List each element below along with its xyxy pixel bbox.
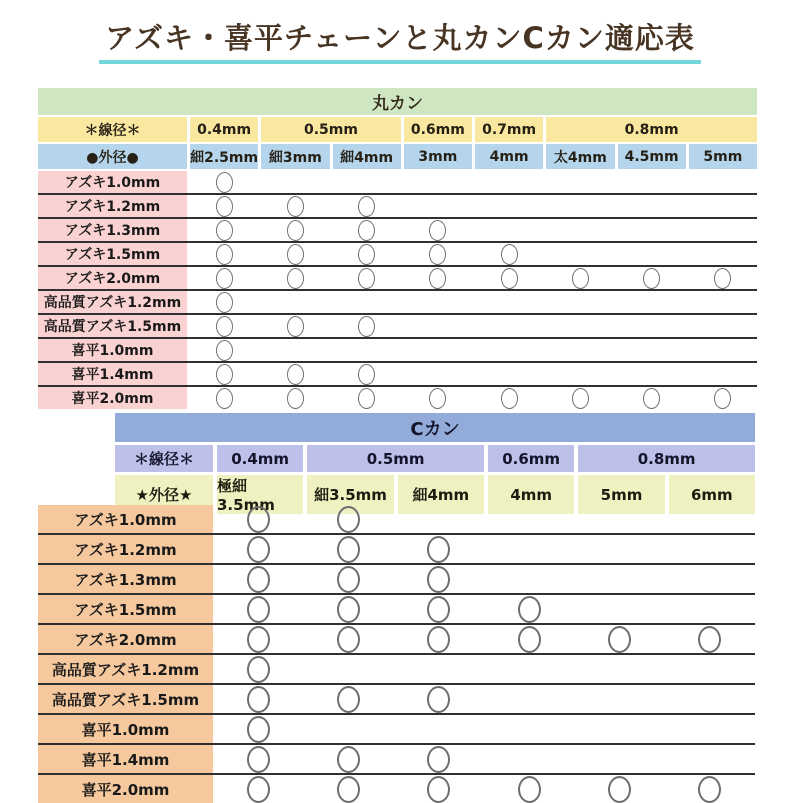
chain-type-label: アズキ2.0mm [38, 267, 187, 289]
compatibility-cell [303, 565, 393, 593]
compatibility-cell [404, 267, 472, 289]
ckan-wire-diameter-row [115, 445, 755, 472]
table-row [38, 593, 755, 623]
outer-size-cell: 4mm [475, 144, 543, 169]
outer-size-cell: 細4mm [398, 475, 484, 514]
marukan-table [38, 88, 757, 409]
compat-circle-mark [358, 268, 375, 289]
wire-diameter-label: ＊線径＊ [38, 117, 187, 142]
compatibility-cell [190, 195, 258, 217]
compat-circle-mark [247, 686, 270, 713]
compatibility-cell [574, 505, 664, 533]
compat-circle-mark [216, 340, 233, 361]
compatibility-cell [484, 655, 574, 683]
compatibility-cell [404, 171, 472, 193]
chain-type-label: 喜平1.4mm [38, 363, 187, 385]
compatibility-cell [618, 243, 686, 265]
table-row [38, 505, 755, 533]
compatibility-cell [665, 745, 755, 773]
chain-type-label: 高品質アズキ1.2mm [38, 291, 187, 313]
compatibility-cell [213, 655, 303, 683]
compatibility-cell [190, 387, 258, 409]
compat-circle-mark [358, 364, 375, 385]
compatibility-cell [213, 625, 303, 653]
compatibility-cell [213, 745, 303, 773]
compatibility-cell [213, 565, 303, 593]
compatibility-cell [303, 655, 393, 683]
compatibility-cell [303, 685, 393, 713]
compatibility-cell [689, 267, 757, 289]
compatibility-cell [574, 595, 664, 623]
compatibility-cell [618, 387, 686, 409]
outer-size-cell: 細3mm [261, 144, 329, 169]
compatibility-cell [665, 685, 755, 713]
compatibility-cell [333, 171, 401, 193]
compat-circle-mark [427, 746, 450, 773]
outer-diameter-label: ●外径● [38, 144, 187, 169]
compat-circle-mark [501, 268, 518, 289]
table-row [38, 337, 757, 361]
compatibility-cell [404, 339, 472, 361]
compatibility-cell [665, 535, 755, 563]
wire-size-cell: 0.4mm [190, 117, 258, 142]
compat-circle-mark [608, 776, 631, 803]
compat-circle-mark [608, 626, 631, 653]
compatibility-cell [404, 291, 472, 313]
compatibility-cell [546, 195, 614, 217]
compat-circle-mark [337, 506, 360, 533]
table-row [38, 743, 755, 773]
wire-size-cell: 0.6mm [488, 445, 574, 472]
compat-circle-mark [247, 506, 270, 533]
ckan-table [38, 413, 755, 803]
compat-circle-mark [247, 776, 270, 803]
compat-circle-mark [337, 776, 360, 803]
ckan-table-header: Cカン [115, 413, 755, 442]
compat-circle-mark [429, 268, 446, 289]
compatibility-cell [665, 595, 755, 623]
chain-type-label: 喜平2.0mm [38, 775, 213, 803]
compat-circle-mark [337, 686, 360, 713]
compat-circle-mark [247, 746, 270, 773]
compat-circle-mark [247, 716, 270, 743]
compatibility-cell [303, 775, 393, 803]
outer-size-cell: 5mm [689, 144, 757, 169]
compatibility-cell [333, 363, 401, 385]
compatibility-cell [475, 219, 543, 241]
marukan-wire-diameter-row [38, 117, 757, 142]
compat-circle-mark [216, 268, 233, 289]
compatibility-cell [475, 387, 543, 409]
compatibility-cell [484, 565, 574, 593]
compatibility-cell [261, 291, 329, 313]
compatibility-cell [546, 171, 614, 193]
compatibility-cell [689, 171, 757, 193]
chain-type-label: アズキ1.2mm [38, 535, 213, 563]
compatibility-cell [484, 685, 574, 713]
compatibility-cell [665, 505, 755, 533]
table-row [38, 713, 755, 743]
compatibility-cell [618, 171, 686, 193]
compatibility-cell [394, 685, 484, 713]
compatibility-cell [484, 775, 574, 803]
compatibility-cell [261, 195, 329, 217]
compatibility-cell [475, 243, 543, 265]
compat-circle-mark [287, 268, 304, 289]
compatibility-cell [333, 267, 401, 289]
table-row [38, 563, 755, 593]
compatibility-cell [213, 505, 303, 533]
compatibility-cell [665, 625, 755, 653]
compat-circle-mark [337, 566, 360, 593]
compat-circle-mark [358, 244, 375, 265]
table-row [38, 171, 757, 193]
compatibility-cell [618, 267, 686, 289]
compatibility-cell [689, 195, 757, 217]
compat-circle-mark [358, 196, 375, 217]
compatibility-cell [213, 685, 303, 713]
compat-circle-mark [427, 686, 450, 713]
compatibility-cell [333, 315, 401, 337]
outer-size-cell: 5mm [578, 475, 664, 514]
marukan-outer-diameter-row [38, 144, 757, 169]
compat-circle-mark [358, 316, 375, 337]
compatibility-cell [689, 387, 757, 409]
compatibility-cell [404, 243, 472, 265]
compat-circle-mark [572, 388, 589, 409]
chain-type-label: 喜平2.0mm [38, 387, 187, 409]
compatibility-cell [475, 291, 543, 313]
compat-circle-mark [714, 388, 731, 409]
wire-size-cell: 0.5mm [261, 117, 401, 142]
marukan-rows [38, 171, 757, 409]
compat-circle-mark [216, 292, 233, 313]
compatibility-cell [546, 315, 614, 337]
compat-circle-mark [429, 220, 446, 241]
compat-circle-mark [216, 220, 233, 241]
compatibility-cell [665, 775, 755, 803]
compatibility-cell [546, 387, 614, 409]
table-row [38, 533, 755, 563]
chain-type-label: アズキ2.0mm [38, 625, 213, 653]
compatibility-cell [261, 363, 329, 385]
compatibility-cell [484, 505, 574, 533]
compat-circle-mark [216, 388, 233, 409]
chain-type-label: アズキ1.5mm [38, 595, 213, 623]
compatibility-cell [475, 171, 543, 193]
table-row [38, 217, 757, 241]
compatibility-cell [546, 219, 614, 241]
compatibility-cell [618, 291, 686, 313]
compatibility-cell [394, 505, 484, 533]
compatibility-cell [213, 715, 303, 743]
compatibility-cell [394, 745, 484, 773]
wire-size-cell: 0.5mm [307, 445, 484, 472]
chain-type-label: 高品質アズキ1.2mm [38, 655, 213, 683]
compatibility-cell [574, 685, 664, 713]
compat-circle-mark [287, 364, 304, 385]
compatibility-cell [404, 219, 472, 241]
ckan-outer-diameter-row [115, 475, 755, 514]
compatibility-cell [484, 745, 574, 773]
compatibility-cell [303, 715, 393, 743]
compatibility-cell [546, 363, 614, 385]
wire-size-cell: 0.6mm [404, 117, 472, 142]
compat-circle-mark [216, 244, 233, 265]
chain-type-label: 高品質アズキ1.5mm [38, 315, 187, 337]
outer-size-cell: 4.5mm [618, 144, 686, 169]
table-row [38, 265, 757, 289]
compatibility-cell [190, 315, 258, 337]
compatibility-cell [190, 339, 258, 361]
compat-circle-mark [287, 220, 304, 241]
compatibility-cell [689, 219, 757, 241]
compat-circle-mark [216, 316, 233, 337]
outer-size-cell: 3mm [404, 144, 472, 169]
compatibility-cell [303, 535, 393, 563]
compat-circle-mark [358, 220, 375, 241]
compat-circle-mark [358, 388, 375, 409]
compatibility-cell [303, 505, 393, 533]
compat-circle-mark [518, 626, 541, 653]
compat-circle-mark [698, 776, 721, 803]
compatibility-cell [394, 565, 484, 593]
compatibility-cell [618, 219, 686, 241]
compat-circle-mark [337, 626, 360, 653]
table-row [38, 241, 757, 265]
compat-circle-mark [216, 196, 233, 217]
wire-size-cell: 0.7mm [475, 117, 543, 142]
compatibility-cell [333, 291, 401, 313]
compatibility-cell [574, 535, 664, 563]
compatibility-cell [689, 291, 757, 313]
compatibility-cell [618, 195, 686, 217]
compatibility-cell [404, 363, 472, 385]
compatibility-cell [689, 315, 757, 337]
chain-type-label: アズキ1.5mm [38, 243, 187, 265]
compat-circle-mark [337, 536, 360, 563]
ckan-rows [38, 505, 755, 803]
compatibility-cell [394, 595, 484, 623]
chain-type-label: 高品質アズキ1.5mm [38, 685, 213, 713]
compatibility-cell [333, 243, 401, 265]
wire-size-cell: 0.8mm [546, 117, 757, 142]
compatibility-cell [261, 243, 329, 265]
compatibility-cell [394, 775, 484, 803]
table-row [38, 361, 757, 385]
compatibility-cell [665, 715, 755, 743]
compat-circle-mark [427, 566, 450, 593]
compatibility-cell [574, 745, 664, 773]
compatibility-cell [689, 243, 757, 265]
compatibility-cell [689, 363, 757, 385]
compat-circle-mark [427, 776, 450, 803]
compatibility-cell [190, 291, 258, 313]
compat-circle-mark [216, 172, 233, 193]
compatibility-cell [574, 655, 664, 683]
chain-type-label: アズキ1.0mm [38, 505, 213, 533]
wire-size-cell: 0.8mm [578, 445, 755, 472]
compatibility-cell [546, 243, 614, 265]
compatibility-cell [574, 565, 664, 593]
compatibility-cell [261, 267, 329, 289]
compatibility-cell [261, 171, 329, 193]
compat-circle-mark [429, 388, 446, 409]
compat-circle-mark [247, 596, 270, 623]
compatibility-cell [404, 315, 472, 337]
compatibility-cell [394, 625, 484, 653]
compatibility-cell [574, 775, 664, 803]
compatibility-cell [261, 339, 329, 361]
compat-circle-mark [518, 776, 541, 803]
compat-circle-mark [572, 268, 589, 289]
compatibility-cell [618, 339, 686, 361]
compatibility-cell [333, 339, 401, 361]
compat-circle-mark [698, 626, 721, 653]
compatibility-cell [213, 595, 303, 623]
compatibility-cell [261, 387, 329, 409]
compatibility-cell [261, 219, 329, 241]
compat-circle-mark [643, 388, 660, 409]
outer-size-cell: 6mm [669, 475, 755, 514]
chain-type-label: アズキ1.3mm [38, 565, 213, 593]
chain-type-label: 喜平1.0mm [38, 715, 213, 743]
compatibility-cell [546, 339, 614, 361]
table-row [38, 653, 755, 683]
title-area [0, 0, 800, 64]
compatibility-cell [213, 775, 303, 803]
compatibility-cell [475, 267, 543, 289]
compatibility-cell [394, 715, 484, 743]
table-row [38, 623, 755, 653]
wire-size-cell: 0.4mm [217, 445, 303, 472]
wire-diameter-label: ＊線径＊ [115, 445, 213, 472]
compat-circle-mark [429, 244, 446, 265]
compat-circle-mark [247, 566, 270, 593]
compat-circle-mark [216, 364, 233, 385]
compatibility-cell [475, 363, 543, 385]
compatibility-cell [475, 339, 543, 361]
compatibility-cell [261, 315, 329, 337]
compat-circle-mark [427, 596, 450, 623]
table-row [38, 193, 757, 217]
compatibility-cell [484, 625, 574, 653]
outer-size-cell: 細2.5mm [190, 144, 258, 169]
compatibility-cell [394, 655, 484, 683]
compatibility-cell [333, 219, 401, 241]
compatibility-cell [190, 171, 258, 193]
compatibility-cell [404, 387, 472, 409]
compatibility-cell [484, 595, 574, 623]
compat-circle-mark [643, 268, 660, 289]
marukan-table-header: 丸カン [38, 88, 757, 115]
outer-size-cell: 4mm [488, 475, 574, 514]
compatibility-cell [190, 219, 258, 241]
compat-circle-mark [247, 626, 270, 653]
outer-size-cell: 太4mm [546, 144, 614, 169]
compatibility-cell [546, 267, 614, 289]
compat-circle-mark [518, 596, 541, 623]
compatibility-cell [190, 363, 258, 385]
compatibility-cell [665, 655, 755, 683]
compatibility-cell [190, 267, 258, 289]
compatibility-cell [546, 291, 614, 313]
compat-circle-mark [501, 244, 518, 265]
compatibility-cell [333, 195, 401, 217]
compat-circle-mark [247, 656, 270, 683]
outer-size-cell: 極細3.5mm [217, 475, 303, 514]
compat-circle-mark [427, 536, 450, 563]
chain-type-label: 喜平1.4mm [38, 745, 213, 773]
compat-circle-mark [287, 196, 304, 217]
compatibility-cell [618, 363, 686, 385]
chain-type-label: アズキ1.0mm [38, 171, 187, 193]
table-row [38, 385, 757, 409]
compatibility-cell [394, 535, 484, 563]
compat-circle-mark [337, 746, 360, 773]
compatibility-cell [689, 339, 757, 361]
compatibility-cell [665, 565, 755, 593]
table-row [38, 683, 755, 713]
outer-size-cell: 細3.5mm [307, 475, 393, 514]
page-title: アズキ・喜平チェーンと丸カンCカン適応表 [99, 16, 701, 64]
compat-circle-mark [247, 536, 270, 563]
compatibility-cell [303, 745, 393, 773]
chain-type-label: アズキ1.3mm [38, 219, 187, 241]
compat-circle-mark [427, 626, 450, 653]
compatibility-cell [475, 315, 543, 337]
compatibility-cell [574, 715, 664, 743]
table-row [38, 313, 757, 337]
compatibility-cell [213, 535, 303, 563]
compatibility-cell [618, 315, 686, 337]
compatibility-cell [303, 595, 393, 623]
compat-circle-mark [287, 316, 304, 337]
chain-type-label: アズキ1.2mm [38, 195, 187, 217]
compatibility-cell [484, 715, 574, 743]
compatibility-cell [404, 195, 472, 217]
table-row [38, 773, 755, 803]
compat-circle-mark [501, 388, 518, 409]
outer-diameter-label: ★外径★ [115, 475, 213, 514]
compat-circle-mark [287, 244, 304, 265]
compatibility-cell [574, 625, 664, 653]
compatibility-cell [333, 387, 401, 409]
compatibility-cell [475, 195, 543, 217]
compat-circle-mark [714, 268, 731, 289]
outer-size-cell: 細4mm [333, 144, 401, 169]
compat-circle-mark [287, 388, 304, 409]
table-row [38, 289, 757, 313]
compatibility-cell [484, 535, 574, 563]
compatibility-cell [303, 625, 393, 653]
chain-type-label: 喜平1.0mm [38, 339, 187, 361]
compatibility-cell [190, 243, 258, 265]
compat-circle-mark [337, 596, 360, 623]
